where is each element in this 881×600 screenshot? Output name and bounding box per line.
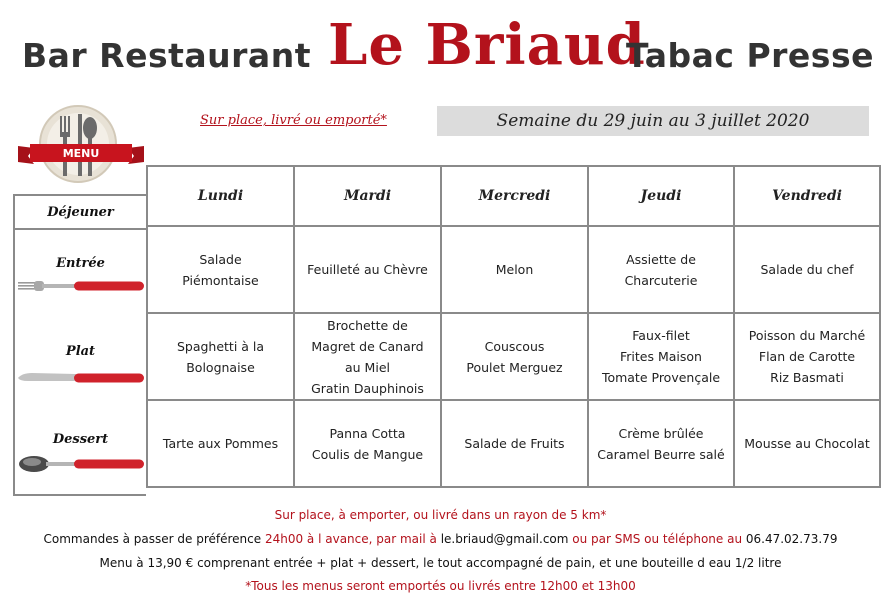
menu-cell: Faux-filet Frites Maison Tomate Provençale	[588, 313, 734, 400]
day-header: Lundi	[147, 166, 294, 226]
menu-cell: Couscous Poulet Merguez	[441, 313, 588, 400]
delivery-note-link[interactable]: Sur place, livré ou emporté*	[200, 113, 387, 128]
menu-table	[146, 165, 881, 488]
spoon-icon	[18, 454, 146, 474]
menu-cell: Brochette de Magret de Canard au Miel Gratin Dauphinois	[294, 313, 441, 400]
day-header: Vendredi	[734, 166, 880, 226]
day-header: Jeudi	[588, 166, 734, 226]
menu-cell: Melon	[441, 226, 588, 313]
menu-cell: Salade du chef	[734, 226, 880, 313]
course-row-dessert	[147, 400, 880, 487]
footer-delivery-note: Sur place, à emporter, ou livré dans un rayon de 5 km*	[274, 508, 607, 522]
meal-label: Déjeuner	[47, 205, 114, 220]
fork-icon	[18, 278, 146, 294]
menu-cell: Salade de Fruits	[441, 400, 588, 487]
menu-logo	[16, 104, 146, 190]
day-header: Mardi	[294, 166, 441, 226]
header-left-title: Bar Restaurant	[22, 36, 311, 75]
week-text: Semaine du 29 juin au 3 juillet 2020	[496, 111, 810, 131]
course-label-dessert: Dessert	[52, 432, 109, 447]
order-info-highlight: ou par SMS ou téléphone au	[568, 532, 746, 546]
course-label-plat: Plat	[65, 344, 96, 359]
menu-cell: Spaghetti à la Bolognaise	[147, 313, 294, 400]
menu-cell: Panna Cotta Coulis de Mangue	[294, 400, 441, 487]
knife-icon	[18, 370, 146, 386]
day-header: Mercredi	[441, 166, 588, 226]
brand-title: Le Briaud	[328, 12, 646, 78]
email-link[interactable]: le.briaud@gmail.com	[440, 532, 569, 546]
footer-delivery-times: *Tous les menus seront emportés ou livrés entre 12h00 et 13h00	[245, 579, 636, 593]
menu-cell: Crème brûlée Caramel Beurre salé	[588, 400, 734, 487]
menu-cell: Mousse au Chocolat	[734, 400, 880, 487]
menu-cell: Tarte aux Pommes	[147, 400, 294, 487]
logo-label: MENU	[62, 147, 100, 160]
course-row-entree	[147, 226, 880, 313]
order-info-text: Commandes à passer de préférence	[43, 532, 265, 546]
day-header-row	[147, 166, 880, 226]
course-label-entree: Entrée	[56, 256, 105, 271]
course-column	[13, 228, 146, 496]
phone-number[interactable]: 06.47.02.73.79	[745, 532, 838, 546]
week-banner	[437, 106, 869, 136]
footer-order-info	[0, 532, 881, 546]
footer-price-info: Menu à 13,90 € comprenant entrée + plat + dessert, le tout accompagné de pain, et une bouteille d eau 1/2 litre	[99, 556, 782, 570]
course-row-plat	[147, 313, 880, 400]
menu-cell: Salade Piémontaise	[147, 226, 294, 313]
menu-cell: Poisson du Marché Flan de Carotte Riz Basmati	[734, 313, 880, 400]
menu-cell: Feuilleté au Chèvre	[294, 226, 441, 313]
header-right-title: Tabac Presse	[626, 36, 874, 75]
meal-label-cell	[13, 194, 146, 230]
menu-cell: Assiette de Charcuterie	[588, 226, 734, 313]
order-info-highlight: 24h00 à l avance, par mail à	[264, 532, 441, 546]
